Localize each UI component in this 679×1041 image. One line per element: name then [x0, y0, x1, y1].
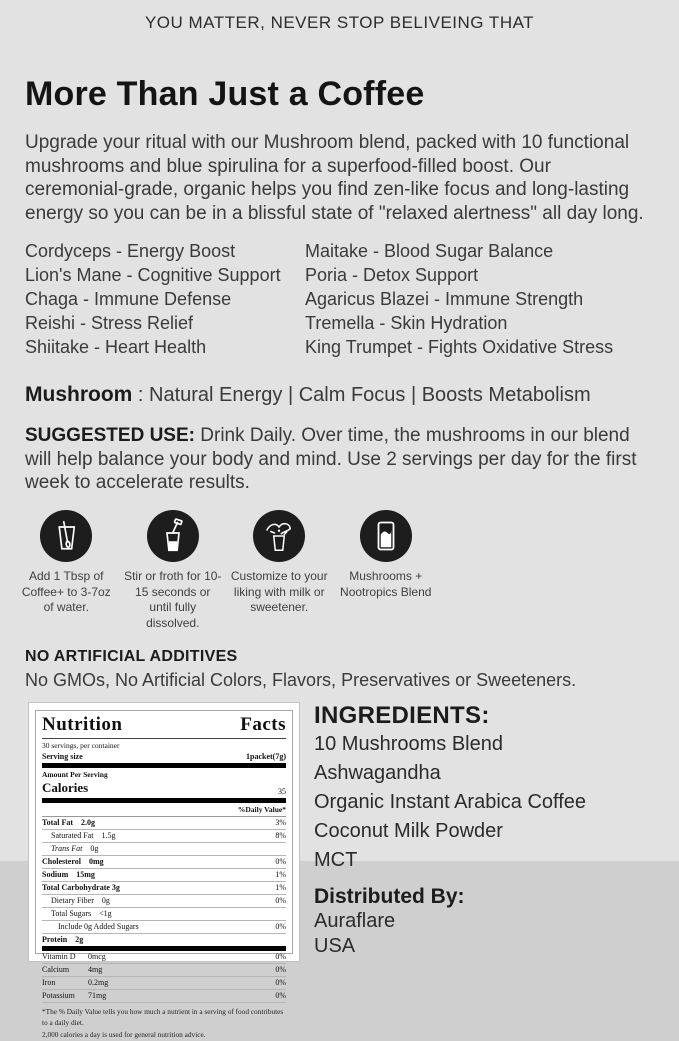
benefit-item: King Trumpet - Fights Oxidative Stress	[305, 336, 614, 357]
benefits-column-right	[305, 240, 654, 360]
benefit-item: Chaga - Immune Defense	[25, 289, 232, 310]
glass-with-spoon-icon	[40, 510, 92, 562]
no-additives-title: NO ARTIFICIAL ADDITIVES	[25, 647, 238, 665]
nutrition-row: Total Carbohydrate 3g 1%	[42, 882, 286, 895]
nutrition-title-right: Facts	[240, 713, 286, 735]
nutrition-facts-inner	[35, 710, 293, 1039]
bottom-section	[28, 701, 679, 1039]
mineral-row: Vitamin D 0mcg 0%	[42, 951, 286, 964]
product-description: Upgrade your ritual with our Mushroom blend, packed with 10 functional mushrooms and blue spirulina for a superfood-filled boost. Our ceremonial-grade, organic helps you find zen-like focus and long-lasting energy so you can be in a blissful state of "relaxed alertness" all day long.	[25, 132, 644, 224]
footnote-line-1: *The % Daily Value tells you how much a nutrient in a serving of food contributes to a daily diet.	[42, 1006, 284, 1028]
benefit-item: Reishi - Stress Relief	[25, 313, 194, 333]
nutrition-mineral-rows	[42, 951, 286, 1003]
benefit-item: Poria - Detox Support	[305, 265, 479, 286]
mushroom-benefits	[25, 240, 654, 360]
serving-size-label: Serving size	[42, 751, 83, 761]
ingredient-item: MCT	[314, 848, 358, 871]
serving-size-value: 1packet(7g)	[246, 751, 286, 761]
usage-step-3	[229, 510, 330, 631]
benefits-column-left	[25, 240, 305, 360]
calories-row	[42, 780, 286, 798]
nutrition-row: Sodium 15mg 1%	[42, 869, 286, 882]
step-caption: Customize to your liking with milk or sweetener.	[230, 569, 328, 615]
nutrition-facts-header	[42, 714, 286, 736]
pour-milk-glass-icon	[253, 510, 305, 562]
ingredient-item: Organic Instant Arabica Coffee	[314, 790, 587, 813]
nutrition-facts-label	[28, 702, 300, 1039]
benefit-item: Shiitake - Heart Health	[25, 336, 207, 357]
nutrition-title-left: Nutrition	[42, 713, 123, 735]
step-caption: Stir or froth for 10-15 seconds or until fully dissolved.	[124, 569, 222, 630]
benefit-item: Cordyceps - Energy Boost	[25, 241, 236, 262]
step-caption: Add 1 Tbsp of Coffee+ to 3-7oz of water.	[21, 569, 111, 615]
mineral-row: Calcium 4mg 0%	[42, 964, 286, 977]
nutrition-row: Protein 2g	[42, 935, 84, 944]
tagline-text: : Natural Energy | Calm Focus | Boosts Metabolism	[137, 383, 591, 406]
nutrition-footnote	[42, 1006, 286, 1041]
suggested-use	[25, 424, 654, 495]
benefit-item: Maitake - Blood Sugar Balance	[305, 241, 554, 262]
nutrition-row: Dietary Fiber 0g 0%	[42, 895, 286, 908]
froth-whisk-glass-icon	[147, 510, 199, 562]
nutrition-main-rows	[42, 817, 286, 946]
usage-steps	[16, 510, 436, 631]
suggested-use-label: SUGGESTED USE:	[25, 424, 195, 446]
footnote-line-2: 2,000 calories a day is used for general nutrition advice.	[42, 1029, 206, 1039]
distributor-name: Auraflare	[314, 909, 396, 932]
servings-per-container: 30 servings, per container	[42, 740, 120, 750]
divider	[42, 738, 286, 739]
usage-step-1	[16, 510, 117, 631]
mineral-row: Potassium 71mg 0%	[42, 990, 286, 1003]
daily-value-header: %Daily Value*	[42, 803, 286, 817]
benefit-item: Tremella - Skin Hydration	[305, 313, 508, 333]
suggested-use-text: Drink Daily. Over time, the mushrooms in our blend will help balance your body and mind. Use 2 servings per day for the first week to accelerate results.	[25, 424, 637, 494]
ingredients-title: INGREDIENTS:	[314, 701, 490, 729]
nutrition-row: Saturated Fat 1.5g 8%	[42, 830, 286, 843]
nutrition-row: Include 0g Added Sugars 0%	[42, 921, 286, 934]
calories-label: Calories	[42, 779, 89, 795]
amount-per-serving-label: Amount Per Serving	[42, 769, 108, 779]
no-additives-section	[25, 648, 654, 691]
ingredient-item: 10 Mushrooms Blend	[314, 732, 503, 755]
full-glass-icon	[360, 510, 412, 562]
nutrition-row: Total Sugars <1g	[42, 908, 286, 921]
step-caption: Mushrooms + Nootropics Blend	[340, 569, 432, 599]
distributor-country: USA	[314, 934, 356, 957]
ingredient-item: Coconut Milk Powder	[314, 819, 503, 842]
serving-size-row	[42, 752, 286, 763]
usage-step-4	[336, 510, 437, 631]
ingredient-item: Ashwagandha	[314, 761, 441, 784]
nutrition-row: Trans Fat 0g	[42, 843, 286, 856]
top-quote: YOU MATTER, NEVER STOP BELIVEING THAT	[144, 13, 535, 32]
nutrition-row: Total Fat 2.0g 3%	[42, 817, 286, 830]
mineral-row: Iron 0.2mg 0%	[42, 977, 286, 990]
distributed-by-label: Distributed By:	[314, 884, 465, 908]
no-additives-text: No GMOs, No Artificial Colors, Flavors, Preservatives or Sweeteners.	[25, 669, 577, 690]
benefit-item: Lion's Mane - Cognitive Support	[25, 265, 281, 286]
benefit-item: Agaricus Blazei - Immune Strength	[305, 289, 584, 310]
usage-step-2	[123, 510, 224, 631]
calories-value: 35	[278, 786, 286, 796]
product-tagline	[25, 383, 654, 407]
thick-divider	[42, 763, 286, 768]
ingredients-section	[314, 702, 586, 959]
tagline-label: Mushroom	[25, 382, 133, 406]
nutrition-row: Cholesterol 0mg 0%	[42, 856, 286, 869]
page-title: More Than Just a Coffee	[25, 75, 425, 113]
